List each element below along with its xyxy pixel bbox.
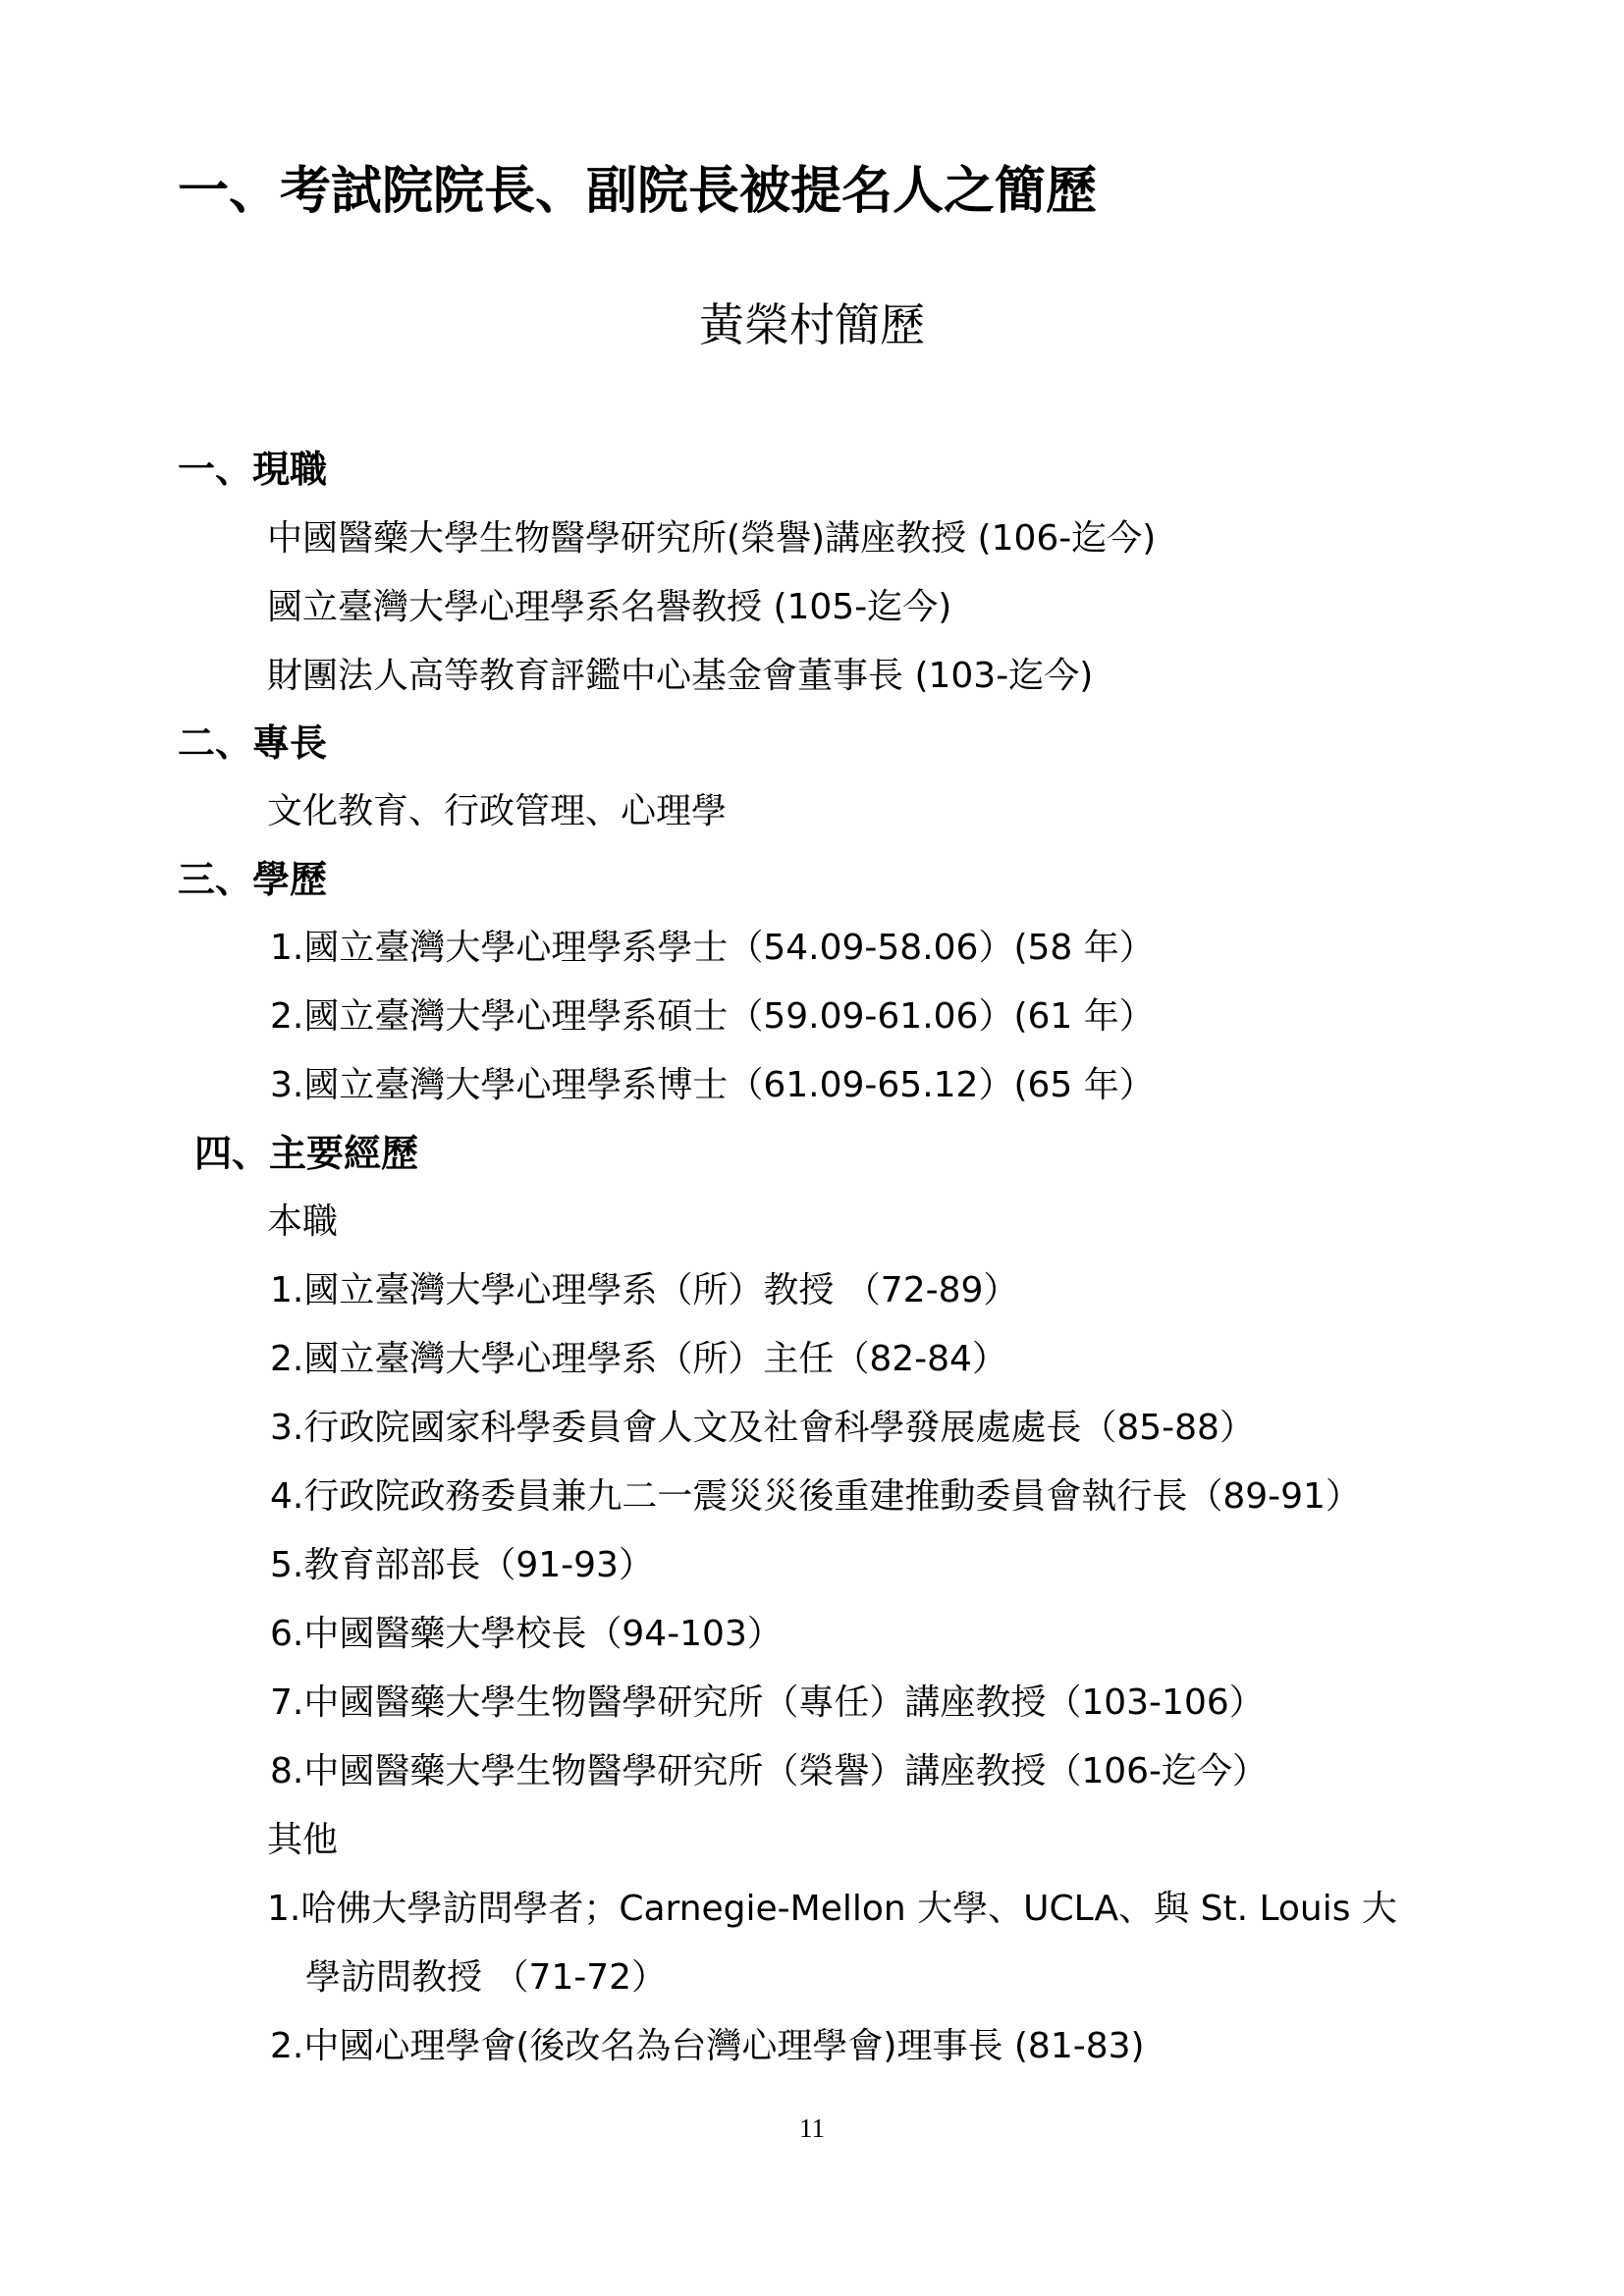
experience-other-item: 1.哈佛大學訪問學者；Carnegie-Mellon 大學、UCLA、與 St. Louis 大	[267, 1889, 1397, 1929]
current-position-item: 中國醫藥大學生物醫學研究所(榮譽)講座教授 (106-迄今)	[267, 518, 1157, 559]
expertise-item: 文化教育、行政管理、心理學	[267, 791, 728, 831]
experience-primary-item: 4.行政院政務委員兼九二一震災災後重建推動委員會執行長（89-91）	[270, 1476, 1361, 1517]
page-number: 11	[799, 2113, 825, 2143]
main-title: 一、考試院院長、副院長被提名人之簡歷	[178, 162, 1098, 221]
experience-primary-item: 6.中國醫藥大學校長（94-103）	[270, 1614, 783, 1654]
section-heading-expertise: 二、專長	[178, 721, 328, 765]
current-position-item: 財團法人高等教育評鑑中心基金會董事長 (103-迄今)	[267, 656, 1094, 696]
experience-primary-item: 3.行政院國家科學委員會人文及社會科學發展處處長（85-88）	[270, 1408, 1255, 1448]
section-heading-current-positions: 一、現職	[178, 448, 328, 491]
education-item: 3.國立臺灣大學心理學系博士（61.09-65.12）(65 年）	[270, 1065, 1155, 1105]
education-item: 1.國立臺灣大學心理學系學士（54.09-58.06）(58 年）	[270, 928, 1155, 968]
education-item: 2.國立臺灣大學心理學系碩士（59.09-61.06）(61 年）	[270, 996, 1155, 1037]
experience-primary-item: 5.教育部部長（91-93）	[270, 1545, 654, 1585]
experience-primary-item: 8.中國醫藥大學生物醫學研究所（榮譽）講座教授（106-迄今）	[270, 1751, 1269, 1791]
experience-other-label: 其他	[267, 1820, 339, 1860]
section-heading-experience: 四、主要經歷	[194, 1132, 419, 1175]
experience-primary-label: 本職	[267, 1201, 339, 1242]
experience-primary-item: 7.中國醫藥大學生物醫學研究所（專任）講座教授（103-106）	[270, 1682, 1265, 1723]
experience-other-item: 2.中國心理學會(後改名為台灣心理學會)理事長 (81-83)	[270, 2026, 1145, 2066]
experience-other-item-continuation: 學訪問教授 （71-72）	[305, 1957, 668, 1998]
current-position-item: 國立臺灣大學心理學系名譽教授 (105-迄今)	[267, 587, 952, 627]
experience-primary-item: 2.國立臺灣大學心理學系（所）主任（82-84）	[270, 1339, 1007, 1379]
section-heading-education: 三、學歷	[178, 858, 328, 901]
document-subtitle: 黃榮村簡歷	[699, 298, 925, 351]
experience-primary-item: 1.國立臺灣大學心理學系（所）教授 （72-89）	[270, 1270, 1019, 1310]
